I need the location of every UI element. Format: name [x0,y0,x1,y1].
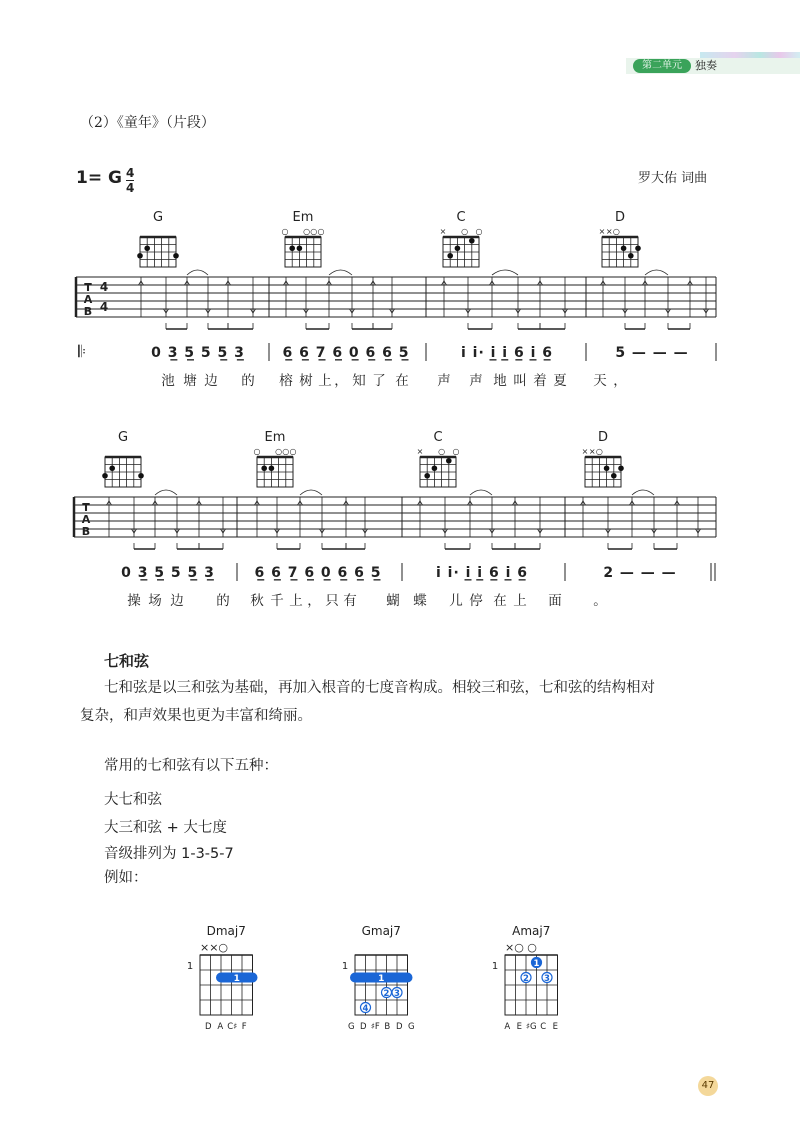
finger-dot [297,245,303,251]
maj7-note-name: D [359,1022,367,1032]
lyric-char: 的 [216,593,230,609]
lyric-char: 蝶 [413,593,427,609]
lyric-char: 上 [289,593,303,609]
lyric-char: 池 [161,373,175,389]
maj7-note-name: A [217,1022,224,1032]
tie [632,490,654,495]
maj7-note-name: F [241,1022,247,1032]
lyric-char: ， [613,373,627,389]
maj7-note-name: C♯ [227,1022,238,1032]
lyric-char: 边 [170,593,184,609]
lyric-char: 声 [437,373,451,389]
maj7-string-marks: ××○ [200,941,229,954]
maj7-diagrams [187,924,558,1032]
maj7-note-name: B [384,1022,391,1032]
system-1-content [76,210,716,389]
maj7-note-name: G [347,1022,355,1032]
finger-dot [455,245,461,251]
finger-dot [618,465,624,471]
finger-dot [289,245,295,251]
finger-dot [144,245,150,251]
chord-name-Em: Em [292,210,314,225]
maj7-note-name: E [516,1022,522,1032]
string-mark: ○ [452,447,460,456]
system-2-content [74,430,716,609]
lyric-char: 树 [299,373,313,389]
lyric-char: ， [307,593,321,609]
finger-dot [611,473,617,479]
lyric-char: 蝴 [386,593,400,609]
string-mark: ○ [475,227,483,236]
finger-dot [621,245,627,251]
chord-name-D: D [614,210,626,225]
chord-name-G: G [152,210,164,225]
music-system-2 [0,425,800,625]
maj7-note-name: G [407,1022,415,1032]
lyric-char: 叫 [513,373,527,389]
lyric-char: 了 [372,373,386,389]
finger-dot [424,473,430,479]
tie [470,490,492,495]
tie [300,490,322,495]
lyric-char: 场 [148,593,162,609]
common-types: 常用的七和弦有以下五种： [104,758,278,774]
string-mark: ○ [282,447,290,456]
lyric-char: 在 [493,593,507,609]
maj7-finger-number: 3 [544,974,550,984]
tab-label-b: B [81,525,91,538]
tab-time-top: 4 [99,280,109,294]
maj7-string-marks: ×○ ○ [505,941,537,954]
chord-name-D: D [597,430,609,445]
lyric-char: 着 [533,373,547,389]
lyric-char: 声 [469,373,483,389]
maj7-note-name: C [540,1022,547,1032]
maj7-fret-number: 1 [341,961,349,972]
string-mark: × [416,447,424,456]
lyric-char: 有 [343,593,357,609]
notation-measure-4: 2 — — — [603,565,677,581]
key-signature: 1= G [76,168,122,188]
tab-label-t: T [82,501,90,514]
tie [645,270,668,275]
maj7-barre-finger: 1 [378,974,385,984]
string-mark: × [439,227,447,236]
chord-name-C: C [433,430,443,445]
page-number: 47 [698,1076,718,1096]
tab-label-b: B [83,305,93,318]
notation-measure-3: i i· i̲ i̲ 6̲ i̲ 6̲ [460,345,554,361]
maj7-chord-name: Gmaj7 [361,924,401,938]
string-mark: × [588,447,596,456]
string-mark: ○ [317,227,325,236]
string-mark: ○ [461,227,469,236]
intro-line-2: 复杂，和声效果也更为丰富和绮丽。 [80,708,312,724]
maj7-finger-number: 3 [394,989,400,999]
time-sig-bottom: 4 [126,181,135,195]
lyric-char: 只 [325,593,339,609]
lyric-char: 榕 [279,373,293,389]
maj7-chord-name: Dmaj7 [206,924,246,938]
notation-measure-3: i i· i̲ i̲ 6̲ i̲ 6̲ [435,565,529,581]
lyric-char: 千 [270,593,284,609]
lyric-char: 知 [352,373,366,389]
notation-measure-2: 6̲ 6̲ 7̲ 6̲ 0̲ 6̲ 6̲ 5̲ [254,565,382,581]
finger-dot [102,473,108,479]
maj7-fret-number: 1 [491,961,499,972]
maj7-finger-number: 2 [523,974,529,984]
tab-time-bottom: 4 [99,300,109,314]
finger-dot [469,238,475,244]
lyric-char: 。 [593,593,607,609]
maj7-fret-number: 1 [186,961,194,972]
notation-measure-1: 0 3̲ 5̲ 5 5̲ 3̲ [121,565,215,581]
maj7-note-name: ♯F [370,1022,380,1032]
maj7-finger-number: 4 [362,1004,369,1014]
finger-dot [173,253,179,259]
string-mark: ○ [612,227,620,236]
tie [492,270,518,275]
lyric-char: 地 [493,373,507,389]
maj7-note-name: A [504,1022,511,1032]
maj7-finger-number: 2 [383,989,390,999]
tab-label-a: A [81,513,91,526]
finger-dot [628,253,634,259]
section-title: （2）《童年》（片段） [80,115,215,131]
chord-diagrams [170,915,610,1045]
tab-label-t: T [84,281,92,294]
unit-title: 独奏 [695,59,717,72]
maj7-note-name: E [552,1022,558,1032]
lyric-char: 上 [513,593,527,609]
notation-measure-4: 5 — — — [615,345,689,361]
chord-name-Em: Em [264,430,286,445]
string-mark: ○ [289,447,297,456]
intro-line-1: 七和弦是以三和弦为基础，再加入根音的七度音构成。相较三和弦，七和弦的结构相对 [104,680,655,696]
string-mark: ○ [275,447,283,456]
maj7-note-name: D [204,1022,212,1032]
string-mark: × [598,227,606,236]
chord-degrees: 音级排列为 1-3-5-7 [104,846,234,862]
maj7-note-name: D [395,1022,403,1032]
lyric-char: 天 [593,373,607,389]
maj7-finger-number: 1 [533,959,540,969]
string-mark: × [581,447,589,456]
lyric-char: 上 [318,373,332,389]
lyric-char: ， [334,373,348,389]
unit-badge: 第二单元 [633,59,691,73]
tie [187,270,208,275]
chord-formula: 大三和弦 + 大七度 [104,820,227,836]
lyric-char: 操 [127,593,141,609]
repeat-sign: 𝄆 [78,342,86,361]
lyric-char: 在 [395,373,409,389]
author: 罗大佑 词曲 [638,171,708,186]
string-mark: ○ [281,227,289,236]
lyric-char: 边 [204,373,218,389]
finger-dot [109,465,115,471]
finger-dot [446,458,452,464]
seventh-chord-heading: 七和弦 [104,652,150,670]
tie [329,270,352,275]
string-mark: ○ [253,447,261,456]
maj7-barre-finger: 1 [233,974,240,984]
finger-dot [635,245,641,251]
chord-name-C: C [456,210,466,225]
lyric-char: 停 [469,593,483,609]
lyric-char: 面 [548,593,562,609]
tab-label-a: A [83,293,93,306]
finger-dot [432,465,438,471]
finger-dot [447,253,453,259]
string-mark: ○ [310,227,318,236]
time-sig-top: 4 [126,166,135,180]
finger-dot [604,465,610,471]
example-label: 例如： [104,870,148,886]
string-mark: ○ [303,227,311,236]
maj7-chord-name: Amaj7 [512,924,551,938]
lyric-char: 儿 [449,593,463,609]
music-system-1 [0,205,800,405]
string-mark: × [605,227,613,236]
notation-measure-1: 0 3̲ 5̲ 5 5̲ 3̲ [151,345,245,361]
finger-dot [138,473,144,479]
chord-name-G: G [117,430,129,445]
lyric-char: 夏 [553,373,567,389]
lyric-char: 塘 [183,373,197,389]
notation-measure-2: 6̲ 6̲ 7̲ 6̲ 0̲ 6̲ 6̲ 5̲ [282,345,410,361]
tie [155,490,177,495]
string-mark: ○ [438,447,446,456]
finger-dot [269,465,275,471]
lyric-char: 的 [241,373,255,389]
finger-dot [261,465,267,471]
maj7-note-name: ♯G [525,1022,537,1032]
string-mark: ○ [595,447,603,456]
finger-dot [137,253,143,259]
chord-type-name: 大七和弦 [104,792,162,808]
time-signature [126,167,134,194]
lyric-char: 秋 [250,593,264,609]
